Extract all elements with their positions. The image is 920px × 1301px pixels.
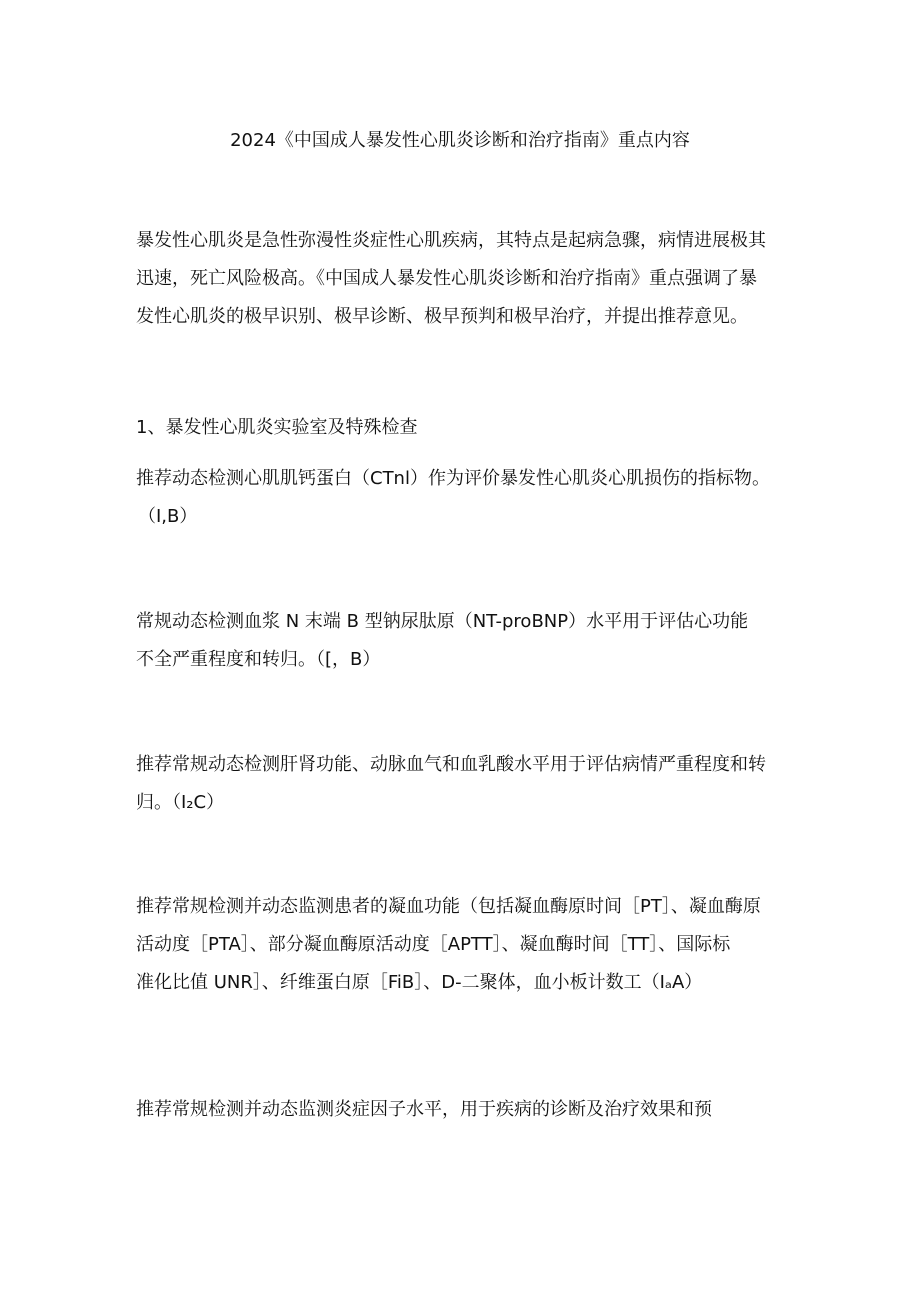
recommendation-line: 活动度［PTA］、部分凝血酶原活动度［APTT］、凝血酶时间［TT］、国际标 (136, 934, 731, 955)
intro-paragraph (136, 222, 796, 336)
recommendation-line: 推荐常规动态检测肝肾功能、动脉血气和血乳酸水平用于评估病情严重程度和转 (136, 754, 766, 775)
intro-line: 迅速，死亡风险极高。《中国成人暴发性心肌炎诊断和治疗指南》重点强调了暴 (136, 268, 757, 289)
evidence-grade: （I,B） (138, 506, 198, 527)
document-title: 2024《中国成人暴发性心肌炎诊断和治疗指南》重点内容 (230, 130, 690, 151)
recommendation-troponin (136, 460, 796, 536)
recommendation-line: 准化比值 UNR］、纤维蛋白原［FiB］、D-二聚体，血小板计数工（IₐA） (136, 972, 703, 993)
recommendation-line: 常规动态检测血浆 N 末端 B 型钠尿肽原（NT-proBNP）水平用于评估心功能 (136, 611, 749, 632)
recommendation-line: 推荐常规检测并动态监测炎症因子水平，用于疾病的诊断及治疗效果和预 (136, 1099, 712, 1120)
recommendation-ntprobnp (136, 603, 796, 679)
recommendation-coagulation (136, 888, 796, 1002)
recommendation-line: 归。（I₂C） (136, 792, 225, 813)
recommendation-line: 推荐常规检测并动态监测患者的凝血功能（包括凝血酶原时间［PT］、凝血酶原 (136, 896, 761, 917)
recommendation-line: 推荐动态检测心肌肌钙蛋白（CTnl）作为评价暴发性心肌炎心肌损伤的指标物。 (136, 468, 770, 489)
recommendation-liver-kidney (136, 746, 796, 822)
section1-heading: 1、暴发性心肌炎实验室及特殊检查 (136, 417, 418, 438)
section-heading (136, 409, 796, 447)
intro-line: 发性心肌炎的极早识别、极早诊断、极早预判和极早治疗，并提出推荐意见。 (136, 306, 748, 327)
recommendation-line: 不全严重程度和转归。（[，B） (136, 649, 381, 670)
intro-line: 暴发性心肌炎是急性弥漫性炎症性心肌疾病，其特点是起病急骤，病情进展极其 (136, 230, 766, 251)
recommendation-inflammation (136, 1091, 796, 1129)
